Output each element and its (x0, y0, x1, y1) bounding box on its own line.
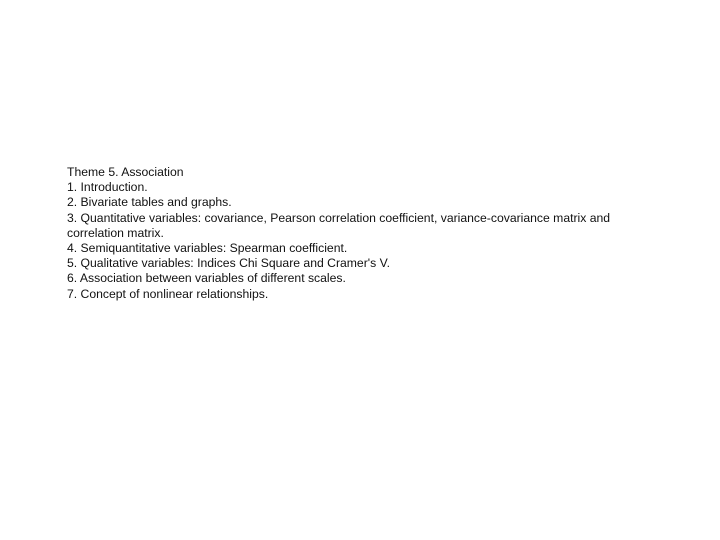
outline-item-4: 4. Semiquantitative variables: Spearman coefficient. (67, 241, 348, 256)
outline-item-2: 2. Bivariate tables and graphs. (67, 195, 232, 210)
outline-title: Theme 5. Association (67, 165, 184, 179)
outline-item-3-continued: correlation matrix. (67, 225, 164, 240)
outline-item-5: 5. Qualitative variables: Indices Chi Square and Cramer's V. (67, 256, 390, 271)
outline-item-3: 3. Quantitative variables: covariance, Pearson correlation coefficient, variance-covariance matrix and (67, 210, 611, 225)
outline-item-6: 6. Association between variables of different scales. (67, 271, 346, 286)
outline-item-7: 7. Concept of nonlinear relationships. (67, 286, 269, 301)
topic-outline (67, 165, 627, 302)
outline-item-1: 1. Introduction. (67, 180, 148, 195)
